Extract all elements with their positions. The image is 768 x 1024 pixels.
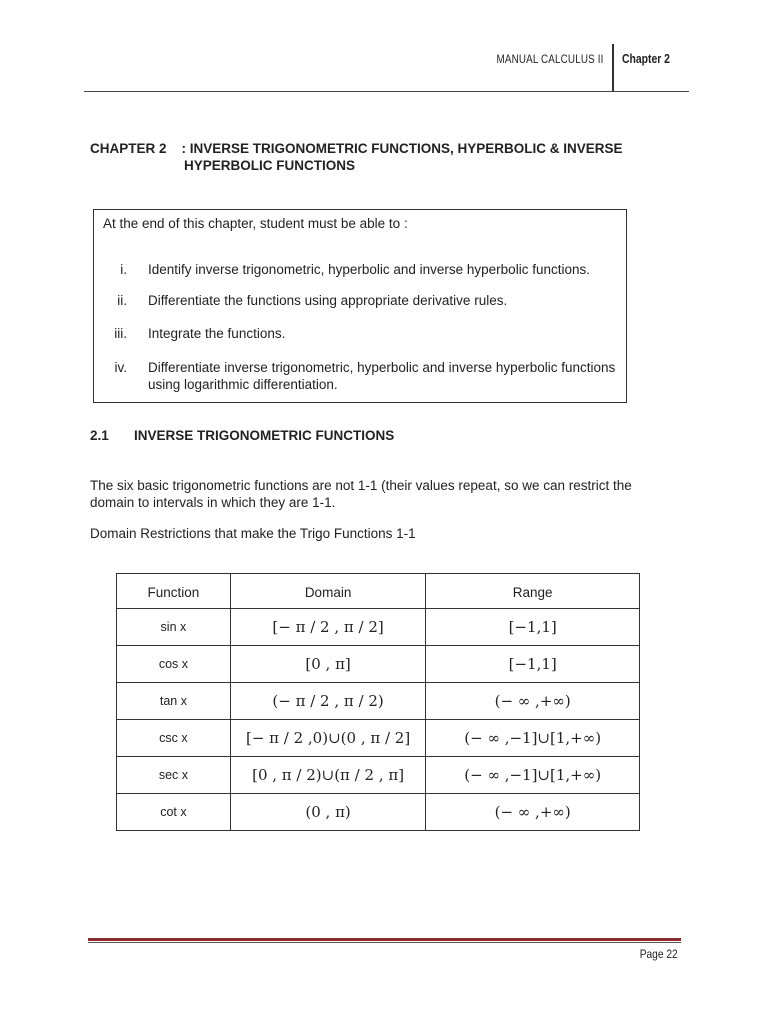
range-cell: (− ∞ ,−1]∪[1,+∞) [426, 720, 640, 757]
domain-cell: [− π / 2 , π / 2] [230, 609, 426, 646]
range-cell: (− ∞ ,+∞) [426, 683, 640, 720]
objective-number: iv. [114, 360, 127, 375]
range-cell: [−1,1] [426, 609, 640, 646]
domain-cell: [0 , π / 2)∪(π / 2 , π] [230, 757, 426, 794]
footer-rule-accent [88, 938, 681, 941]
objective-text: Integrate the functions. [148, 326, 286, 341]
table-row [117, 720, 640, 757]
objective-text: Differentiate inverse trigonometric, hyperbolic and inverse hyperbolic functions using logarithmic differentiation. [148, 360, 616, 392]
chapter-heading [90, 140, 623, 174]
footer-rule [88, 942, 681, 943]
header-divider [612, 44, 614, 92]
function-cell: cot x [117, 794, 231, 831]
table-row [117, 794, 640, 831]
table-row [117, 609, 640, 646]
column-header-domain: Domain [230, 574, 426, 609]
domain-cell: (− π / 2 , π / 2) [230, 683, 426, 720]
section-number: 2.1 [90, 428, 109, 443]
table-row [117, 646, 640, 683]
objectives-intro: At the end of this chapter, student must be able to : [103, 216, 408, 231]
function-cell: tan x [117, 683, 231, 720]
section-title: INVERSE TRIGONOMETRIC FUNCTIONS [134, 428, 395, 443]
objective-text: Differentiate the functions using appropriate derivative rules. [148, 293, 508, 308]
function-cell: sec x [117, 757, 231, 794]
range-cell: (− ∞ ,−1]∪[1,+∞) [426, 757, 640, 794]
restrictions-paragraph: Domain Restrictions that make the Trigo Functions 1-1 [90, 526, 416, 541]
function-cell: cos x [117, 646, 231, 683]
domain-cell: [− π / 2 ,0)∪(0 , π / 2] [230, 720, 426, 757]
running-header-chapter: Chapter 2 [622, 51, 670, 66]
range-cell: (− ∞ ,+∞) [426, 794, 640, 831]
table-header-row [117, 574, 640, 609]
domain-cell: [0 , π] [230, 646, 426, 683]
column-header-range: Range [426, 574, 640, 609]
chapter-heading-line2: HYPERBOLIC FUNCTIONS [184, 158, 356, 173]
objective-number: iii. [114, 326, 127, 341]
learning-objectives-box [93, 209, 627, 403]
intro-paragraph: The six basic trigonometric functions are not 1-1 (their values repeat, so we can restrict the domain to intervals in which they are 1-1. [90, 478, 632, 510]
function-cell: sin x [117, 609, 231, 646]
objective-text: Identify inverse trigonometric, hyperbolic and inverse hyperbolic functions. [148, 262, 590, 277]
chapter-heading-line1: CHAPTER 2 : INVERSE TRIGONOMETRIC FUNCTIONS, HYPERBOLIC & INVERSE [90, 141, 623, 156]
table-row [117, 757, 640, 794]
column-header-function: Function [117, 574, 231, 609]
header-rule [84, 91, 689, 92]
domain-restrictions-table [116, 573, 640, 831]
objective-number: ii. [117, 293, 127, 308]
function-cell: csc x [117, 720, 231, 757]
table-row [117, 683, 640, 720]
objective-number: i. [120, 262, 127, 277]
domain-cell: (0 , π) [230, 794, 426, 831]
running-header-title: MANUAL CALCULUS II [496, 52, 604, 66]
range-cell: [−1,1] [426, 646, 640, 683]
page-number: Page 22 [639, 947, 678, 961]
